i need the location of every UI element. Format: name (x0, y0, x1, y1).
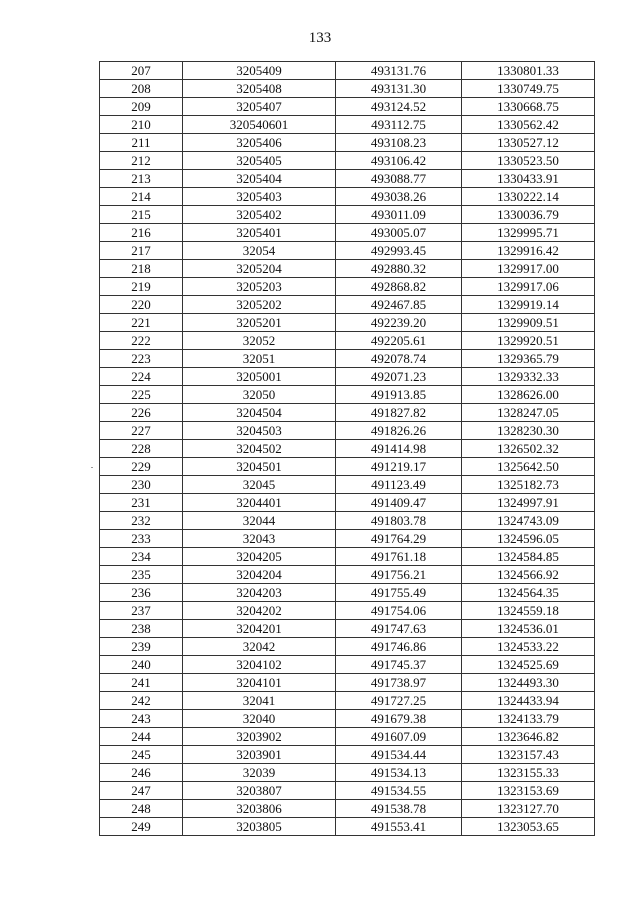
x-coordinate-cell: 493005.07 (336, 224, 462, 242)
y-coordinate-cell: 1328247.05 (462, 404, 595, 422)
table-row (100, 602, 595, 620)
point-code-cell: 3205407 (183, 98, 336, 116)
y-coordinate-cell: 1323155.33 (462, 764, 595, 782)
point-code-cell: 3204401 (183, 494, 336, 512)
y-coordinate-cell: 1324997.91 (462, 494, 595, 512)
point-code-cell: 32039 (183, 764, 336, 782)
table-row (100, 422, 595, 440)
x-coordinate-cell: 491738.97 (336, 674, 462, 692)
point-code-cell: 3205402 (183, 206, 336, 224)
y-coordinate-cell: 1330222.14 (462, 188, 595, 206)
point-number-cell: 225 (100, 386, 183, 404)
table-row (100, 638, 595, 656)
point-number-cell: 233 (100, 530, 183, 548)
point-number-cell: 214 (100, 188, 183, 206)
point-number-cell: 211 (100, 134, 183, 152)
point-code-cell: 3204501 (183, 458, 336, 476)
point-code-cell: 3204202 (183, 602, 336, 620)
point-number-cell: 221 (100, 314, 183, 332)
point-number-cell: 244 (100, 728, 183, 746)
point-code-cell: 3205405 (183, 152, 336, 170)
point-number-cell: 243 (100, 710, 183, 728)
y-coordinate-cell: 1329916.42 (462, 242, 595, 260)
y-coordinate-cell: 1324596.05 (462, 530, 595, 548)
table-row (100, 566, 595, 584)
point-number-cell: 220 (100, 296, 183, 314)
point-number-cell: 215 (100, 206, 183, 224)
point-code-cell: 3204102 (183, 656, 336, 674)
table-row (100, 62, 595, 80)
point-code-cell: 3205409 (183, 62, 336, 80)
table-row (100, 710, 595, 728)
x-coordinate-cell: 491534.44 (336, 746, 462, 764)
point-code-cell: 3205403 (183, 188, 336, 206)
table-row (100, 134, 595, 152)
x-coordinate-cell: 491755.49 (336, 584, 462, 602)
point-code-cell: 320540601 (183, 116, 336, 134)
table-row (100, 458, 595, 476)
point-number-cell: 232 (100, 512, 183, 530)
x-coordinate-cell: 492467.85 (336, 296, 462, 314)
point-number-cell: 238 (100, 620, 183, 638)
x-coordinate-cell: 491538.78 (336, 800, 462, 818)
point-code-cell: 3205401 (183, 224, 336, 242)
y-coordinate-cell: 1330668.75 (462, 98, 595, 116)
point-code-cell: 32042 (183, 638, 336, 656)
table-row (100, 800, 595, 818)
y-coordinate-cell: 1330036.79 (462, 206, 595, 224)
point-number-cell: 249 (100, 818, 183, 836)
point-code-cell: 3205201 (183, 314, 336, 332)
table-row (100, 692, 595, 710)
y-coordinate-cell: 1324533.22 (462, 638, 595, 656)
point-code-cell: 32040 (183, 710, 336, 728)
point-number-cell: 218 (100, 260, 183, 278)
point-number-cell: 240 (100, 656, 183, 674)
y-coordinate-cell: 1329995.71 (462, 224, 595, 242)
y-coordinate-cell: 1329909.51 (462, 314, 595, 332)
table-row (100, 116, 595, 134)
y-coordinate-cell: 1324133.79 (462, 710, 595, 728)
x-coordinate-cell: 491534.55 (336, 782, 462, 800)
x-coordinate-cell: 491756.21 (336, 566, 462, 584)
y-coordinate-cell: 1325182.73 (462, 476, 595, 494)
x-coordinate-cell: 491803.78 (336, 512, 462, 530)
x-coordinate-cell: 493038.26 (336, 188, 462, 206)
table-row (100, 296, 595, 314)
y-coordinate-cell: 1330433.91 (462, 170, 595, 188)
y-coordinate-cell: 1324493.30 (462, 674, 595, 692)
x-coordinate-cell: 491754.06 (336, 602, 462, 620)
x-coordinate-cell: 493124.52 (336, 98, 462, 116)
x-coordinate-cell: 491727.25 (336, 692, 462, 710)
x-coordinate-cell: 491764.29 (336, 530, 462, 548)
x-coordinate-cell: 491827.82 (336, 404, 462, 422)
table-row (100, 494, 595, 512)
point-code-cell: 3204201 (183, 620, 336, 638)
x-coordinate-cell: 493088.77 (336, 170, 462, 188)
table-row (100, 260, 595, 278)
x-coordinate-cell: 491123.49 (336, 476, 462, 494)
table-row (100, 152, 595, 170)
y-coordinate-cell: 1329332.33 (462, 368, 595, 386)
y-coordinate-cell: 1330749.75 (462, 80, 595, 98)
table-row (100, 548, 595, 566)
point-code-cell: 3204205 (183, 548, 336, 566)
y-coordinate-cell: 1324564.35 (462, 584, 595, 602)
y-coordinate-cell: 1324536.01 (462, 620, 595, 638)
table-row (100, 98, 595, 116)
point-number-cell: 212 (100, 152, 183, 170)
table-row (100, 782, 595, 800)
point-number-cell: 227 (100, 422, 183, 440)
y-coordinate-cell: 1330523.50 (462, 152, 595, 170)
y-coordinate-cell: 1324584.85 (462, 548, 595, 566)
y-coordinate-cell: 1329365.79 (462, 350, 595, 368)
point-code-cell: 32043 (183, 530, 336, 548)
x-coordinate-cell: 491534.13 (336, 764, 462, 782)
x-coordinate-cell: 491826.26 (336, 422, 462, 440)
point-number-cell: 237 (100, 602, 183, 620)
x-coordinate-cell: 493106.42 (336, 152, 462, 170)
point-number-cell: 242 (100, 692, 183, 710)
x-coordinate-cell: 492993.45 (336, 242, 462, 260)
x-coordinate-cell: 491409.47 (336, 494, 462, 512)
point-number-cell: 241 (100, 674, 183, 692)
point-code-cell: 32045 (183, 476, 336, 494)
point-number-cell: 230 (100, 476, 183, 494)
point-code-cell: 3203807 (183, 782, 336, 800)
x-coordinate-cell: 491607.09 (336, 728, 462, 746)
y-coordinate-cell: 1329920.51 (462, 332, 595, 350)
point-number-cell: 224 (100, 368, 183, 386)
point-number-cell: 239 (100, 638, 183, 656)
page-number: 133 (308, 30, 332, 46)
point-number-cell: 246 (100, 764, 183, 782)
table-row (100, 314, 595, 332)
table-body (100, 62, 595, 836)
x-coordinate-cell: 492239.20 (336, 314, 462, 332)
y-coordinate-cell: 1324566.92 (462, 566, 595, 584)
point-number-cell: 208 (100, 80, 183, 98)
table-row (100, 818, 595, 836)
x-coordinate-cell: 491746.86 (336, 638, 462, 656)
point-code-cell: 3204503 (183, 422, 336, 440)
point-number-cell: 236 (100, 584, 183, 602)
table-row (100, 368, 595, 386)
point-code-cell: 3203902 (183, 728, 336, 746)
x-coordinate-cell: 492868.82 (336, 278, 462, 296)
table-row (100, 746, 595, 764)
point-number-cell: 226 (100, 404, 183, 422)
table-row (100, 206, 595, 224)
point-number-cell: 210 (100, 116, 183, 134)
y-coordinate-cell: 1324743.09 (462, 512, 595, 530)
point-code-cell: 32050 (183, 386, 336, 404)
x-coordinate-cell: 492205.61 (336, 332, 462, 350)
point-code-cell: 32041 (183, 692, 336, 710)
scan-mark (91, 467, 93, 468)
table-row (100, 764, 595, 782)
y-coordinate-cell: 1330527.12 (462, 134, 595, 152)
x-coordinate-cell: 493131.76 (336, 62, 462, 80)
y-coordinate-cell: 1323157.43 (462, 746, 595, 764)
x-coordinate-cell: 491747.63 (336, 620, 462, 638)
table-row (100, 404, 595, 422)
x-coordinate-cell: 491761.18 (336, 548, 462, 566)
point-code-cell: 32044 (183, 512, 336, 530)
point-number-cell: 228 (100, 440, 183, 458)
y-coordinate-cell: 1330801.33 (462, 62, 595, 80)
y-coordinate-cell: 1326502.32 (462, 440, 595, 458)
x-coordinate-cell: 491745.37 (336, 656, 462, 674)
point-code-cell: 3204101 (183, 674, 336, 692)
y-coordinate-cell: 1325642.50 (462, 458, 595, 476)
y-coordinate-cell: 1328626.00 (462, 386, 595, 404)
point-number-cell: 209 (100, 98, 183, 116)
table-row (100, 386, 595, 404)
y-coordinate-cell: 1329919.14 (462, 296, 595, 314)
point-code-cell: 32051 (183, 350, 336, 368)
table-row (100, 440, 595, 458)
table-row (100, 728, 595, 746)
x-coordinate-cell: 493011.09 (336, 206, 462, 224)
y-coordinate-cell: 1323153.69 (462, 782, 595, 800)
point-number-cell: 248 (100, 800, 183, 818)
y-coordinate-cell: 1330562.42 (462, 116, 595, 134)
y-coordinate-cell: 1329917.06 (462, 278, 595, 296)
point-code-cell: 3205204 (183, 260, 336, 278)
point-code-cell: 3204502 (183, 440, 336, 458)
point-code-cell: 3203901 (183, 746, 336, 764)
table-row (100, 530, 595, 548)
table-row (100, 242, 595, 260)
point-code-cell: 3204204 (183, 566, 336, 584)
point-code-cell: 3205203 (183, 278, 336, 296)
point-code-cell: 3205406 (183, 134, 336, 152)
point-number-cell: 235 (100, 566, 183, 584)
point-number-cell: 219 (100, 278, 183, 296)
point-number-cell: 234 (100, 548, 183, 566)
x-coordinate-cell: 491553.41 (336, 818, 462, 836)
point-number-cell: 217 (100, 242, 183, 260)
coordinates-table (99, 61, 595, 836)
y-coordinate-cell: 1323127.70 (462, 800, 595, 818)
table-row (100, 674, 595, 692)
point-number-cell: 231 (100, 494, 183, 512)
point-number-cell: 245 (100, 746, 183, 764)
point-code-cell: 3205408 (183, 80, 336, 98)
table-row (100, 656, 595, 674)
x-coordinate-cell: 492078.74 (336, 350, 462, 368)
point-number-cell: 216 (100, 224, 183, 242)
point-code-cell: 3205202 (183, 296, 336, 314)
point-code-cell: 3204504 (183, 404, 336, 422)
y-coordinate-cell: 1328230.30 (462, 422, 595, 440)
x-coordinate-cell: 491219.17 (336, 458, 462, 476)
x-coordinate-cell: 491679.38 (336, 710, 462, 728)
x-coordinate-cell: 492880.32 (336, 260, 462, 278)
table-row (100, 350, 595, 368)
table-row (100, 512, 595, 530)
table-row (100, 170, 595, 188)
point-number-cell: 222 (100, 332, 183, 350)
table-row (100, 188, 595, 206)
y-coordinate-cell: 1324559.18 (462, 602, 595, 620)
point-number-cell: 213 (100, 170, 183, 188)
x-coordinate-cell: 491414.98 (336, 440, 462, 458)
x-coordinate-cell: 491913.85 (336, 386, 462, 404)
point-code-cell: 3203806 (183, 800, 336, 818)
point-number-cell: 229 (100, 458, 183, 476)
y-coordinate-cell: 1323053.65 (462, 818, 595, 836)
point-code-cell: 32052 (183, 332, 336, 350)
table-row (100, 278, 595, 296)
x-coordinate-cell: 493112.75 (336, 116, 462, 134)
point-code-cell: 3205404 (183, 170, 336, 188)
x-coordinate-cell: 492071.23 (336, 368, 462, 386)
point-number-cell: 247 (100, 782, 183, 800)
table-row (100, 80, 595, 98)
point-number-cell: 207 (100, 62, 183, 80)
table-row (100, 620, 595, 638)
y-coordinate-cell: 1324525.69 (462, 656, 595, 674)
y-coordinate-cell: 1329917.00 (462, 260, 595, 278)
table-row (100, 332, 595, 350)
y-coordinate-cell: 1323646.82 (462, 728, 595, 746)
point-number-cell: 223 (100, 350, 183, 368)
point-code-cell: 3205001 (183, 368, 336, 386)
table-row (100, 224, 595, 242)
table-row (100, 476, 595, 494)
x-coordinate-cell: 493131.30 (336, 80, 462, 98)
point-code-cell: 3203805 (183, 818, 336, 836)
y-coordinate-cell: 1324433.94 (462, 692, 595, 710)
point-code-cell: 32054 (183, 242, 336, 260)
x-coordinate-cell: 493108.23 (336, 134, 462, 152)
table-row (100, 584, 595, 602)
point-code-cell: 3204203 (183, 584, 336, 602)
